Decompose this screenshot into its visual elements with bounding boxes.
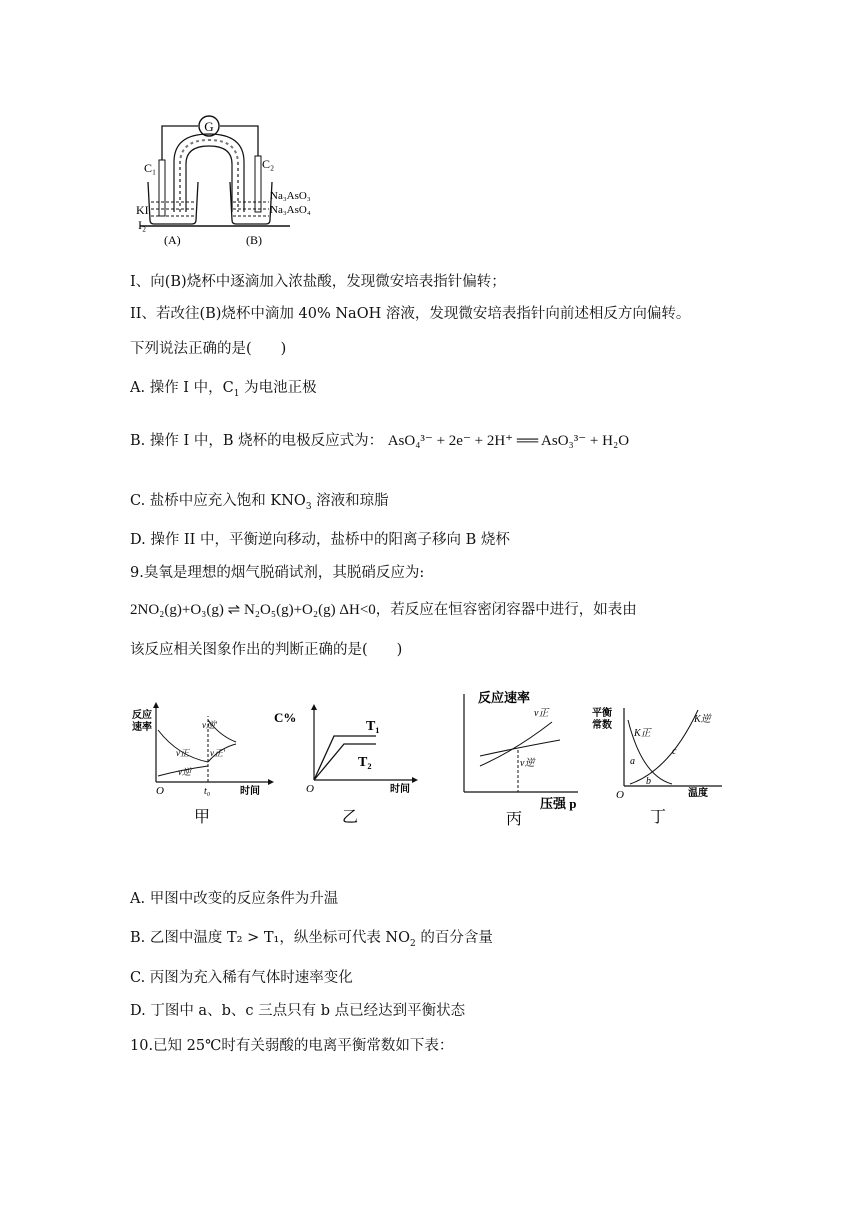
ding-point-a: a [630, 756, 635, 767]
q9-stem: 9.臭氧是理想的烟气脱硝试剂，其脱硝反应为: [130, 565, 425, 581]
yi-origin: O [306, 783, 314, 795]
i2-label: I₂ [138, 218, 147, 232]
na3aso3-label: Na₃AsO₃ [270, 190, 311, 202]
q8-option-b[interactable] [130, 431, 629, 451]
cell-figure [130, 112, 311, 252]
galvanometer-label: G [204, 119, 214, 134]
q9-equation-line [130, 600, 637, 620]
jia-origin: O [156, 785, 164, 797]
ding-origin: O [616, 789, 624, 801]
q8-option-c-text: C. 盐桥中应充入饱和 KNO [130, 493, 306, 509]
c1-label: C₁ [144, 161, 157, 175]
q8-prompt: 下列说法正确的是( ) [130, 341, 287, 357]
q9-option-b-sub: 2 [410, 938, 416, 949]
ding-caption: 丁 [650, 809, 667, 826]
jia-xlabel: 时间 [240, 786, 260, 797]
bing-ylabel: 反应速率 [478, 690, 531, 705]
q8-option-b-equation: AsO₄³⁻ + 2e⁻ + 2H⁺ ══ AsO₃³⁻ + H₂O [387, 433, 630, 449]
q9-stem2: ，若反应在恒容密闭容器中进行，如表由 [375, 602, 637, 618]
bing-caption: 丙 [506, 811, 523, 828]
jia-vzh: v正 [176, 748, 189, 758]
q9-option-b-text: B. 乙图中温度 T₂ > T₁，纵坐标可代表 NO [130, 930, 411, 946]
bing-xlabel: 压强 p [540, 796, 577, 811]
q8-step1: I、向(B)烧杯中逐滴加入浓盐酸，发现微安培表指针偏转； [130, 274, 506, 290]
yi-caption: 乙 [342, 809, 359, 826]
yi-ylabel: C% [274, 710, 297, 725]
q9-option-a[interactable]: A. 甲图中改变的反应条件为升温 [130, 891, 339, 907]
yi-t1: T₁ [366, 719, 380, 734]
beaker-b-label: (B) [246, 233, 262, 247]
q9-option-d[interactable]: D. 丁图中 a、b、c 三点只有 b 点已经达到平衡状态 [130, 1003, 466, 1019]
q8-option-a-tail: 为电池正极 [239, 380, 317, 396]
q8-option-d[interactable]: D. 操作 II 中，平衡逆向移动，盐桥中的阳离子移向 B 烧杯 [130, 532, 510, 548]
jia-caption: 甲 [194, 809, 211, 826]
graph-ding [590, 700, 730, 830]
cell-diagram [130, 112, 311, 252]
q9-stem3: 该反应相关图象作出的判断正确的是( ) [130, 642, 403, 658]
q8-option-a[interactable] [130, 378, 317, 404]
na3aso4-label: Na₃AsO₄ [270, 204, 311, 216]
ding-kni: K逆 [694, 714, 711, 725]
ding-kzh: K正 [634, 728, 651, 739]
jia-ylabel-1: 反应 [132, 710, 152, 721]
q9-equation: 2NO₂(g)+O₃(g) ⇌ N₂O₅(g)+O₂(g) ΔH<0 [130, 602, 376, 618]
q8-option-a-text: A. 操作 I 中，C [130, 380, 234, 396]
ding-ylabel-1: 平衡 [592, 708, 612, 719]
ding-point-c: c [672, 746, 677, 757]
jia-ylabel-2: 速率 [132, 722, 152, 733]
c2-label: C₂ [262, 157, 275, 171]
ding-ylabel-2: 常数 [592, 720, 612, 731]
q8-option-a-sub: 1 [233, 388, 240, 399]
jia-vni: v逆 [178, 767, 191, 777]
q10-stem: 10.已知 25℃时有关弱酸的电离平衡常数如下表： [130, 1038, 454, 1054]
q8-option-c[interactable] [130, 491, 389, 517]
bing-vni: v逆 [520, 758, 535, 769]
q9-option-c[interactable]: C. 丙图为充入稀有气体时速率变化 [130, 970, 353, 986]
q9-option-b-tail: 的百分含量 [415, 930, 493, 946]
jia-t0: t₀ [204, 786, 211, 797]
q8-option-c-sub: 3 [305, 501, 312, 512]
graph-yi [272, 700, 422, 830]
jia-vni-prime: v逆' [202, 720, 217, 730]
q8-step2: II、若改往(B)烧杯中滴加 40% NaOH 溶液，发现微安培表指针向前述相反方向偏转。 [130, 306, 691, 322]
q8-option-c-tail: 溶液和琼脂 [311, 493, 389, 509]
yi-t2: T₂ [358, 755, 372, 770]
beaker-a-label: (A) [164, 233, 181, 247]
graph-bing [456, 686, 586, 830]
bing-vzh: v正 [534, 708, 549, 719]
q9-option-b[interactable] [130, 928, 493, 954]
ding-point-b: b [646, 776, 651, 787]
jia-vzh-prime: v正' [210, 748, 225, 758]
yi-xlabel: 时间 [390, 784, 410, 795]
ding-xlabel: 温度 [688, 788, 708, 799]
q8-option-b-text: B. 操作 I 中，B 烧杯的电极反应式为： [130, 433, 384, 449]
graph-jia [128, 700, 278, 830]
ki-label: KI [136, 203, 149, 217]
